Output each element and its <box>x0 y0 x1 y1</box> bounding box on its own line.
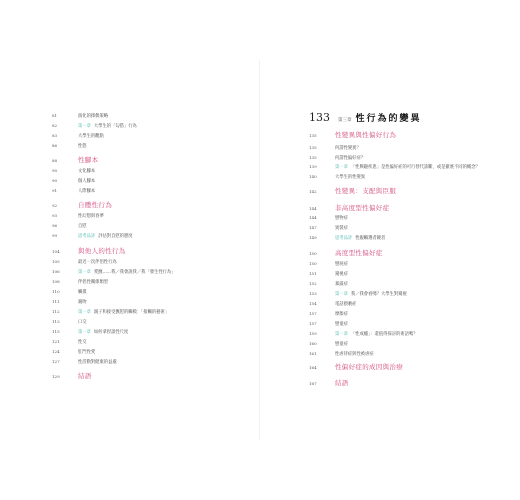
toc-entry-title: 評估對自慰的態度 <box>98 234 133 239</box>
toc-entry <box>52 233 133 239</box>
toc-page-number: 86 <box>52 143 58 148</box>
toc-page-number: 121 <box>52 339 60 344</box>
toc-entry <box>309 321 348 327</box>
toc-tag: 思考品評 <box>335 236 353 241</box>
toc-entry <box>52 289 87 295</box>
toc-entry-title: 戀童症 <box>335 322 348 327</box>
toc-section-title: 性腳本 <box>78 156 99 164</box>
toc-section <box>309 130 396 139</box>
toc-entry-title: 戀童症 <box>335 342 348 347</box>
toc-entry <box>309 311 348 317</box>
toc-page-number: 150 <box>309 261 317 266</box>
toc-entry-title: 如何拿捏談性尺度 <box>93 330 129 335</box>
toc-entry <box>309 351 374 357</box>
toc-entry <box>309 235 385 241</box>
toc-tag: 第一章 <box>78 270 91 275</box>
toc-page-number: 147 <box>309 225 317 230</box>
toc-page-number: 135 <box>309 145 317 150</box>
toc-entry <box>52 133 104 139</box>
toc-entry <box>309 301 356 307</box>
toc-entry-title: 何謂性偏好症？ <box>335 156 366 161</box>
toc-page-number: 111 <box>52 299 60 304</box>
toc-entry-title: 性親觸選者競者 <box>355 236 386 241</box>
toc-page-number: 149 <box>309 235 317 240</box>
toc-page-number: 105 <box>52 259 60 264</box>
chapter-heading <box>309 111 422 124</box>
toc-entry <box>52 143 87 149</box>
toc-entry-title: 演化的擇偶策略 <box>78 114 109 119</box>
toc-page-number: 135 <box>309 133 317 138</box>
toc-page-number: 90 <box>52 178 58 183</box>
toc-entry <box>52 279 108 285</box>
toc-page-number: 154 <box>309 301 317 306</box>
toc-entry <box>52 188 95 194</box>
toc-page-number: 152 <box>309 281 317 286</box>
toc-page-number: 83 <box>52 133 58 138</box>
right-page <box>260 0 520 500</box>
toc-entry-title: 親吻 <box>78 300 87 305</box>
toc-page-number: 96 <box>52 223 58 228</box>
toc-entry-title: 口交 <box>78 320 87 325</box>
toc-entry-title: 摩擦症 <box>335 312 348 317</box>
toc-entry <box>52 113 108 119</box>
toc-entry <box>309 271 348 277</box>
toc-section-title: 自體性行為 <box>78 201 112 209</box>
toc-page-number: 153 <box>309 291 317 296</box>
toc-entry <box>309 331 418 337</box>
toc-entry-title: 個人腳本 <box>78 179 96 184</box>
toc-page-number: 157 <box>309 311 317 316</box>
toc-entry-title: 愛撫……我／我會說我／我「發生性行為」 <box>93 270 176 275</box>
toc-page-number: 144 <box>309 206 317 211</box>
toc-page-number: 90 <box>52 168 58 173</box>
toc-section <box>309 378 349 387</box>
toc-entry <box>309 145 361 151</box>
toc-entry-title: 伴侶性關係類型 <box>78 280 109 285</box>
toc-entry-title: 電話猥褻症 <box>335 302 357 307</box>
toc-entry-title: 自慰 <box>78 224 87 229</box>
toc-entry <box>52 319 87 325</box>
toc-entry <box>52 299 87 305</box>
toc-entry-title: 大學生的觀點 <box>78 134 104 139</box>
toc-entry-title: 戀物症 <box>335 216 348 221</box>
toc-page-number: 164 <box>309 365 317 370</box>
toc-page-number: 151 <box>309 271 317 276</box>
toc-entry <box>309 174 365 180</box>
toc-page-number: 157 <box>309 321 317 326</box>
toc-entry-title: 我／我會看嗎？大學生對窺視 <box>350 292 407 297</box>
toc-entry <box>52 123 137 129</box>
toc-section <box>52 371 92 380</box>
toc-entry-title: 性虐待症與性被虐症 <box>335 352 374 357</box>
chapter-label: 第三章 <box>338 118 352 123</box>
toc-entry <box>309 291 407 297</box>
toc-entry-title: 暴露症 <box>335 282 348 287</box>
toc-tag: 第一章 <box>335 292 348 297</box>
toc-section-title: 高度型性偏好症 <box>335 249 383 257</box>
toc-entry <box>52 213 104 219</box>
toc-page-number: 135 <box>309 155 317 160</box>
toc-tag: 第一章 <box>78 310 91 315</box>
toc-page-number: 92 <box>52 203 58 208</box>
toc-entry-title: 窺視症 <box>335 272 348 277</box>
toc-entry-title: 最近一次伴侶性行為 <box>78 260 117 265</box>
toc-entry <box>309 281 348 287</box>
toc-entry-title: 性慾 <box>78 144 87 149</box>
toc-page-number: 124 <box>52 349 60 354</box>
toc-entry-title: 何謂性變異？ <box>335 146 361 151</box>
toc-tag: 第一章 <box>78 124 91 129</box>
toc-entry <box>52 349 95 355</box>
toc-entry <box>309 225 348 231</box>
toc-page-number: 110 <box>52 289 60 294</box>
toc-entry <box>52 259 117 265</box>
toc-page-number: 161 <box>309 351 317 356</box>
toc-section-title: 性偏好症的成因與治療 <box>335 363 403 371</box>
toc-page-number: 150 <box>309 251 317 256</box>
toc-entry <box>52 178 95 184</box>
toc-section <box>309 203 389 212</box>
toc-section <box>52 155 98 164</box>
toc-section <box>52 246 126 255</box>
toc-entry-title: 性幻想與春夢 <box>78 214 104 219</box>
toc-page-number: 113 <box>52 319 60 324</box>
toc-page-number: 91 <box>52 188 58 193</box>
toc-entry-title: 「性興趣疾患」是性偏好症的可行替代診斷，或是徹底不同的概念？ <box>350 165 480 170</box>
toc-entry-title: 異裝症 <box>335 226 348 231</box>
toc-entry-title: 文化腳本 <box>78 169 96 174</box>
toc-page-number: 112 <box>52 309 60 314</box>
toc-page-number: 108 <box>52 279 60 284</box>
toc-page-number: 106 <box>52 269 60 274</box>
toc-entry <box>309 341 348 347</box>
toc-tag: 思考品評 <box>78 234 96 239</box>
toc-page-number: 88 <box>52 158 58 163</box>
toc-entry-title: 性交 <box>78 340 87 345</box>
toc-entry-title: 肛門性愛 <box>78 350 96 355</box>
toc-entry <box>52 339 87 345</box>
toc-entry <box>309 155 365 161</box>
toc-entry <box>309 215 348 221</box>
chapter-page-number: 133 <box>309 111 330 124</box>
toc-section <box>309 248 383 257</box>
toc-page-number: 129 <box>52 374 60 379</box>
toc-page-number: 140 <box>309 174 317 179</box>
toc-page-number: 115 <box>52 329 60 334</box>
toc-page-number: 82 <box>52 123 58 128</box>
toc-tag: 第一章 <box>335 165 348 170</box>
toc-page-number: 81 <box>52 113 58 118</box>
toc-section-title: 性變異：支配與臣服 <box>335 187 397 195</box>
toc-tag: 第一章 <box>335 332 348 337</box>
toc-page-number: 93 <box>52 213 58 218</box>
toc-entry <box>52 269 176 275</box>
toc-page-number: 142 <box>309 189 317 194</box>
toc-page-number: 144 <box>309 215 317 220</box>
toc-section-title: 與他人的性行為 <box>78 247 126 255</box>
toc-entry <box>52 223 87 229</box>
toc-tag: 第一章 <box>78 330 91 335</box>
toc-section <box>309 186 396 195</box>
toc-entry-title: 觸摸 <box>78 290 87 295</box>
toc-page-number: 167 <box>309 381 317 386</box>
toc-entry <box>52 329 128 335</box>
toc-entry <box>52 359 117 365</box>
toc-page-number: 99 <box>52 233 58 238</box>
toc-entry-title: 大學生的「勾搭」行為 <box>93 124 137 129</box>
toc-page-number: 160 <box>309 341 317 346</box>
toc-page-number: 139 <box>309 164 317 169</box>
toc-entry-title: 「性成癮」：還值得探討的術語嗎？ <box>350 332 418 337</box>
toc-page-number: 159 <box>309 331 317 336</box>
toc-entry-title: 大學生的性變異 <box>335 175 366 180</box>
toc-entry-title: 戀屍症 <box>335 262 348 267</box>
toc-entry-title: 親子和接受撫慰的觸模：「接觸的藝術」 <box>93 310 170 315</box>
toc-entry <box>309 164 480 170</box>
toc-entry <box>52 168 95 174</box>
toc-section <box>52 200 112 209</box>
toc-page-number: 104 <box>52 249 60 254</box>
toc-entry <box>52 309 169 315</box>
toc-section-title: 結語 <box>335 379 349 387</box>
toc-entry-title: 性活動對健康的益處 <box>78 360 117 365</box>
toc-section-title: 性變異與性偏好行為 <box>335 131 397 139</box>
toc-section-title: 結語 <box>78 372 92 380</box>
toc-section-title: 非高度型性偏好症 <box>335 204 390 212</box>
toc-page-number: 127 <box>52 359 60 364</box>
toc-entry <box>309 261 348 267</box>
chapter-title: 性行為的變異 <box>355 114 422 124</box>
toc-section <box>309 362 403 371</box>
toc-entry-title: 人際腳本 <box>78 189 96 194</box>
